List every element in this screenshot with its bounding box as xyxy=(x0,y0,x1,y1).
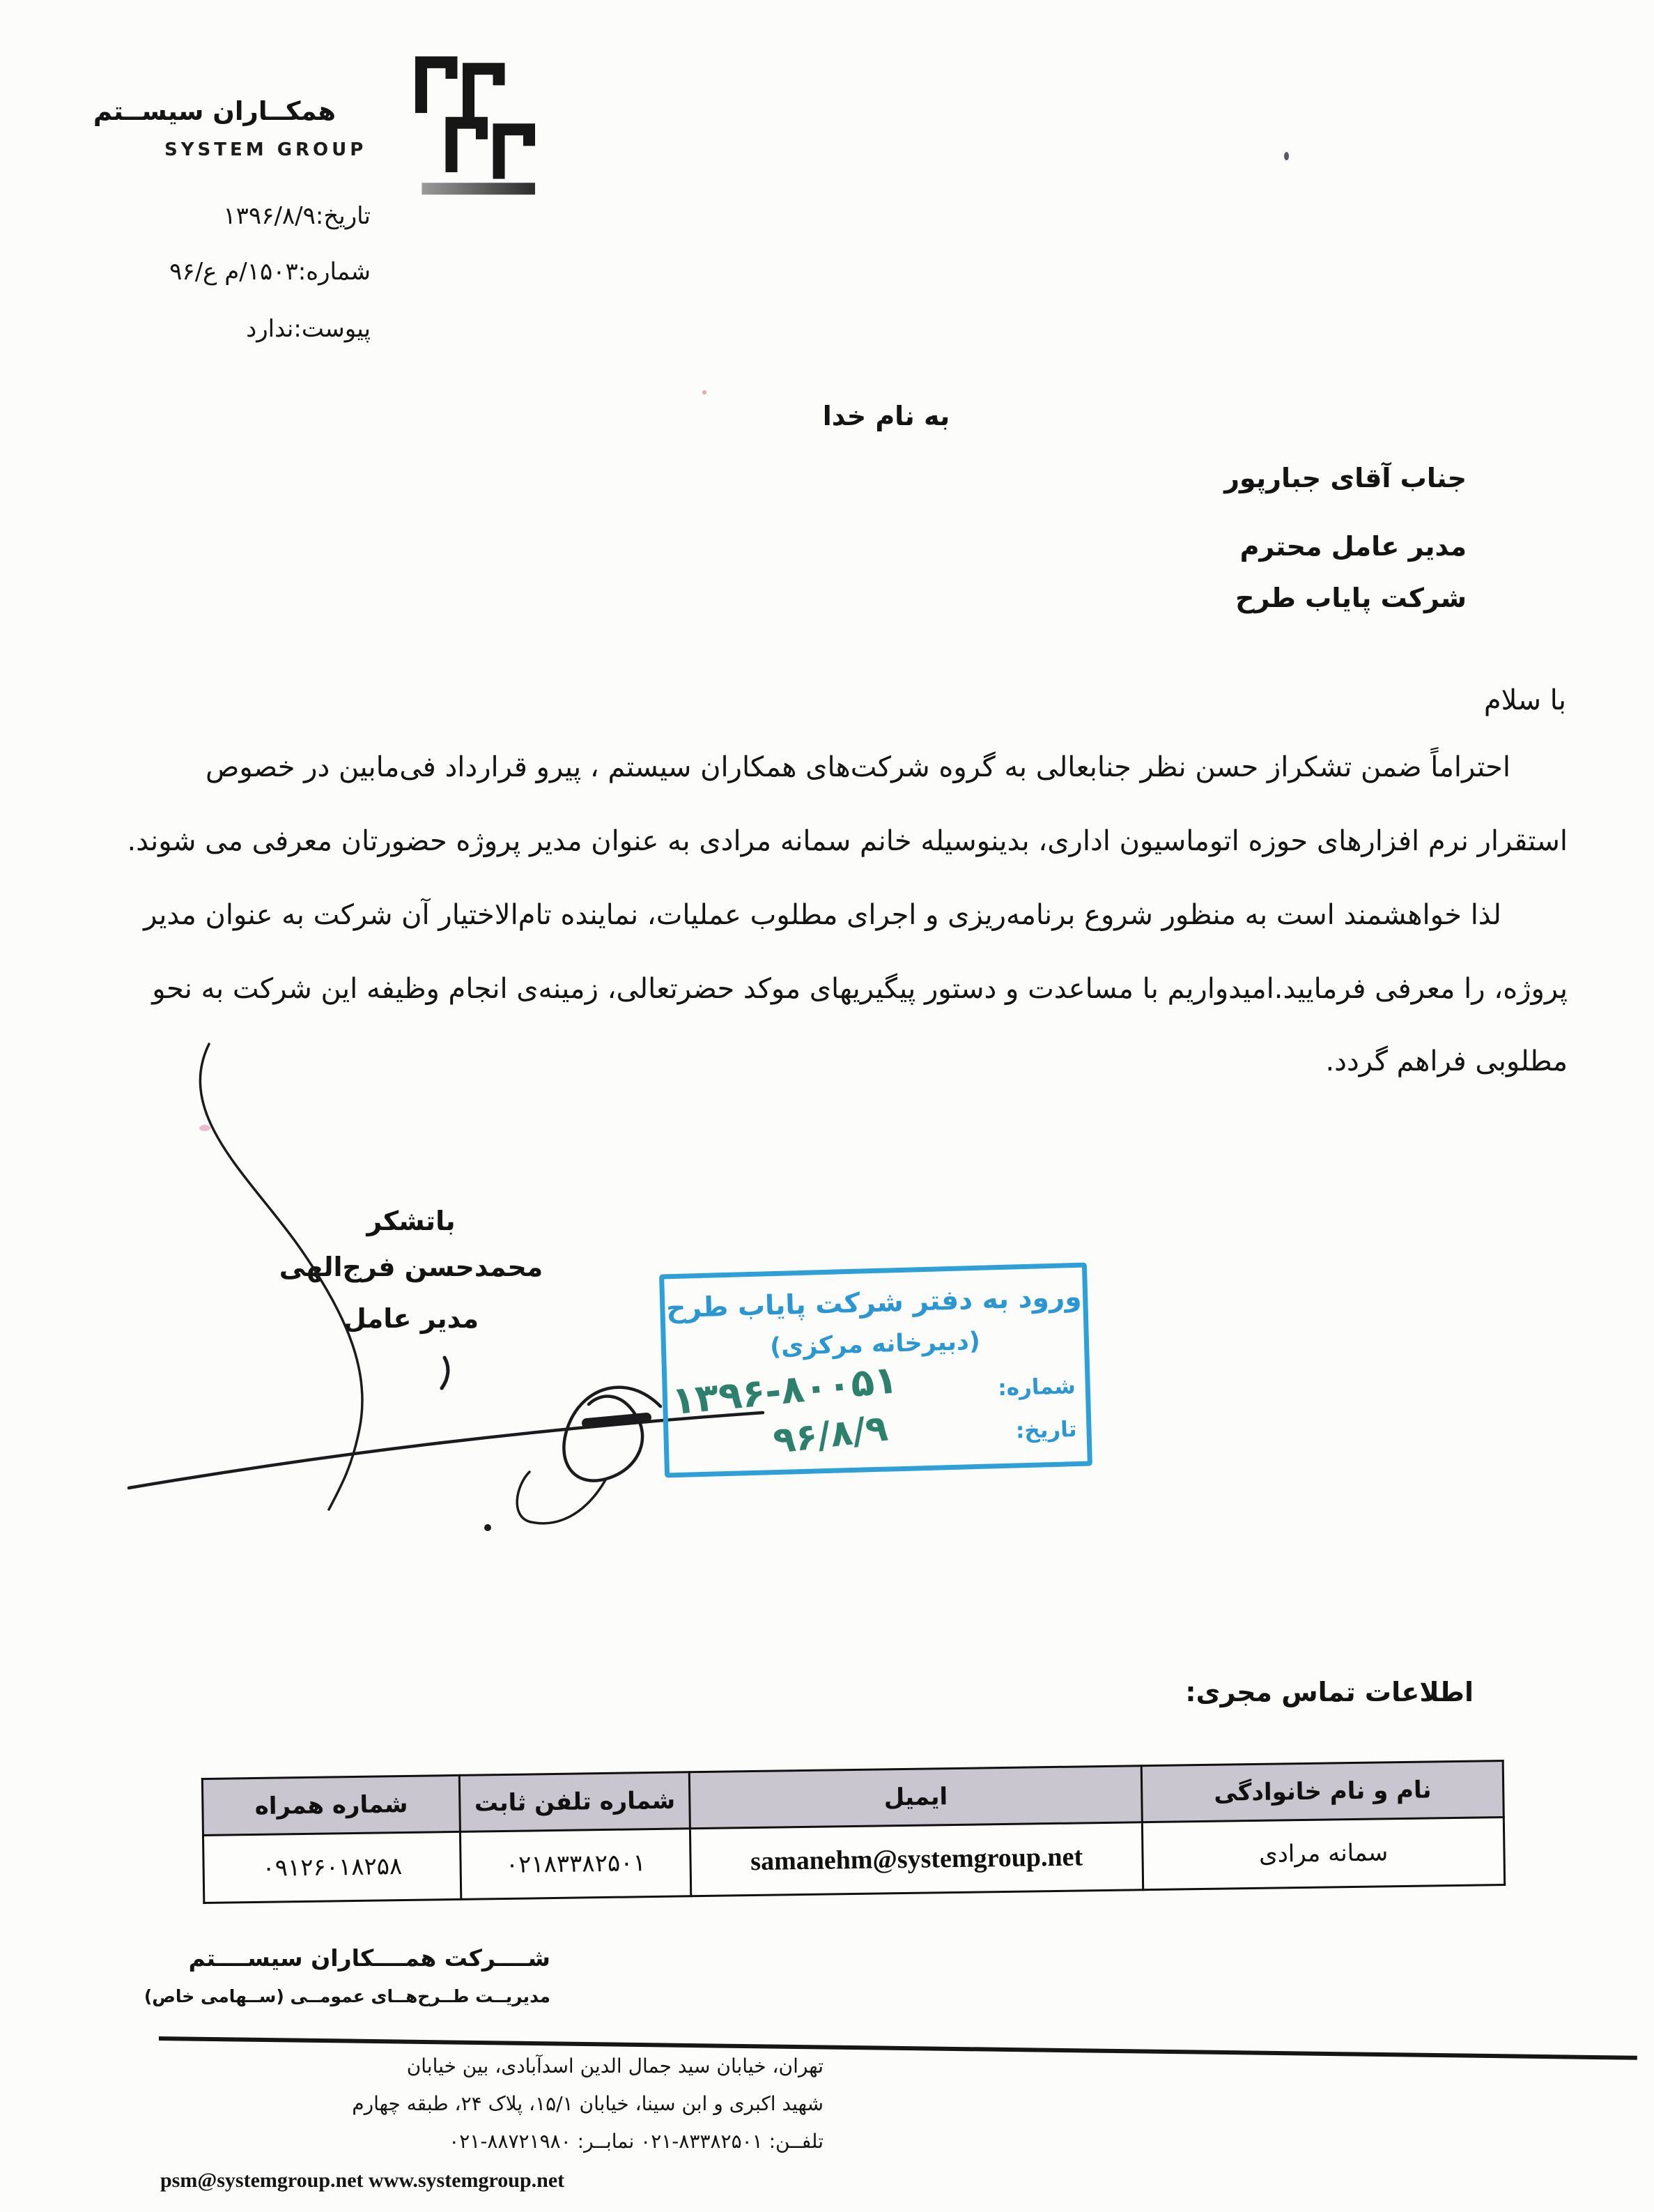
system-group-logo-icon xyxy=(415,56,535,197)
body-line-3: لذا خواهشمند است به منظور شروع برنامه‌ریزی و اجرای مطلوب عملیات، نماینده تام‌الاختیار آن شرکت به عنوان مدیر xyxy=(144,899,1501,931)
closing-thanks: باتشکر xyxy=(366,1206,456,1236)
body-line-2: استقرار نرم افزارهای حوزه اتوماسیون اداری، بدینوسیله خانم سمانه مرادی به عنوان مدیر پروژه حضورتان معرفی می شوند. xyxy=(127,825,1568,857)
contact-info-heading: اطلاعات تماس مجری: xyxy=(1185,1677,1474,1707)
bismillah-heading: به نام خدا xyxy=(822,401,950,431)
footer-address-line-1: تهران، خیابان سید جمال الدین اسدآبادی، بین خیابان xyxy=(406,2054,824,2077)
signer-title: مدیر عامل xyxy=(343,1303,479,1334)
footer-division-name: مدیریــت طــرح‌هــای عمومــی (ســهامی خاص) xyxy=(144,1986,550,2006)
letter-date: تاریخ:۱۳۹۶/۸/۹ xyxy=(223,202,371,230)
footer-tel-label: تلفــن: xyxy=(768,2130,824,2153)
letter-number: شماره:۱۵۰۳/م ع/۹۶ xyxy=(169,258,371,286)
header-landline: شماره تلفن ثابت xyxy=(460,1772,690,1832)
logo-underline-bar xyxy=(422,183,535,194)
header-mobile: شماره همراه xyxy=(202,1775,461,1835)
salutation: با سلام xyxy=(1483,684,1566,716)
cell-mobile: ۰۹۱۲۶۰۱۸۲۵۸ xyxy=(203,1831,461,1903)
secretariat-entry-stamp xyxy=(659,1262,1092,1477)
header-full-name: نام و نام خانوادگی xyxy=(1142,1760,1504,1822)
scan-speck xyxy=(702,390,706,394)
footer-fax-value: ۰۲۱-۸۸۷۲۱۹۸۰ xyxy=(449,2130,571,2153)
stamp-subtitle: (دبیرخانه مرکزی) xyxy=(769,1327,981,1362)
body-line-4: پروژه، را معرفی فرمایید.امیدواریم با مساعدت و دستور پیگیریهای موکد حضرتعالی، زمینه‌ی انجام وظیفه این شرکت به نحو xyxy=(152,973,1568,1005)
letter-attachment: پیوست:ندارد xyxy=(246,315,371,343)
cell-full-name: سمانه مرادی xyxy=(1143,1817,1505,1889)
body-line-5: مطلوبی فراهم گردد. xyxy=(1325,1045,1568,1077)
recipient-name: جناب آقای جبارپور xyxy=(1224,463,1467,493)
scan-speck xyxy=(199,1125,210,1131)
footer-tel-value: ۰۲۱-۸۳۳۸۲۵۰۱ xyxy=(640,2130,763,2153)
company-brand-farsi: همکــاران سیســتم xyxy=(93,96,336,126)
stamp-number-handwritten: ۱۳۹۶-۸۰۰۵۱ xyxy=(670,1356,900,1424)
recipient-title: مدیر عامل محترم xyxy=(1239,531,1467,562)
contact-table xyxy=(201,1760,1506,1904)
scan-speck xyxy=(1284,152,1289,160)
cell-landline: ۰۲۱۸۳۳۸۲۵۰۱ xyxy=(461,1829,691,1900)
stamp-date-label: تاریخ: xyxy=(1015,1416,1077,1444)
stamp-title: ورود به دفتر شرکت پایاب طرح xyxy=(665,1281,1082,1325)
signer-name: محمدحسن فرج‌الهی xyxy=(279,1252,543,1282)
footer-fax-label: نمابــر: xyxy=(577,2130,635,2153)
stamp-date-handwritten: ۹۶/۸/۹ xyxy=(771,1407,890,1463)
footer-phone-line xyxy=(160,2130,824,2153)
cell-email: samanehm@systemgroup.net xyxy=(690,1822,1143,1896)
footer-company-name: شــــرکت همــــکاران سیســــتم xyxy=(188,1944,550,1972)
body-line-1: احتراماً ضمن تشکراز حسن نظر جنابعالی به گروه شرکت‌های همکاران سیستم ، پیرو قرارداد فی‌مابین در خصوص xyxy=(206,751,1510,783)
recipient-company: شرکت پایاب طرح xyxy=(1235,583,1467,613)
company-brand-english: SYSTEM GROUP xyxy=(164,139,367,160)
footer-email-web: psm@systemgroup.net www.systemgroup.net xyxy=(160,2169,565,2192)
stamp-number-label: شماره: xyxy=(997,1374,1076,1401)
header-email: ایمیل xyxy=(689,1766,1142,1829)
footer-address-line-2: شهید اکبری و ابن سینا، خیابان ۱۵/۱، پلاک ۲۴، طبقه چهارم xyxy=(352,2092,824,2115)
